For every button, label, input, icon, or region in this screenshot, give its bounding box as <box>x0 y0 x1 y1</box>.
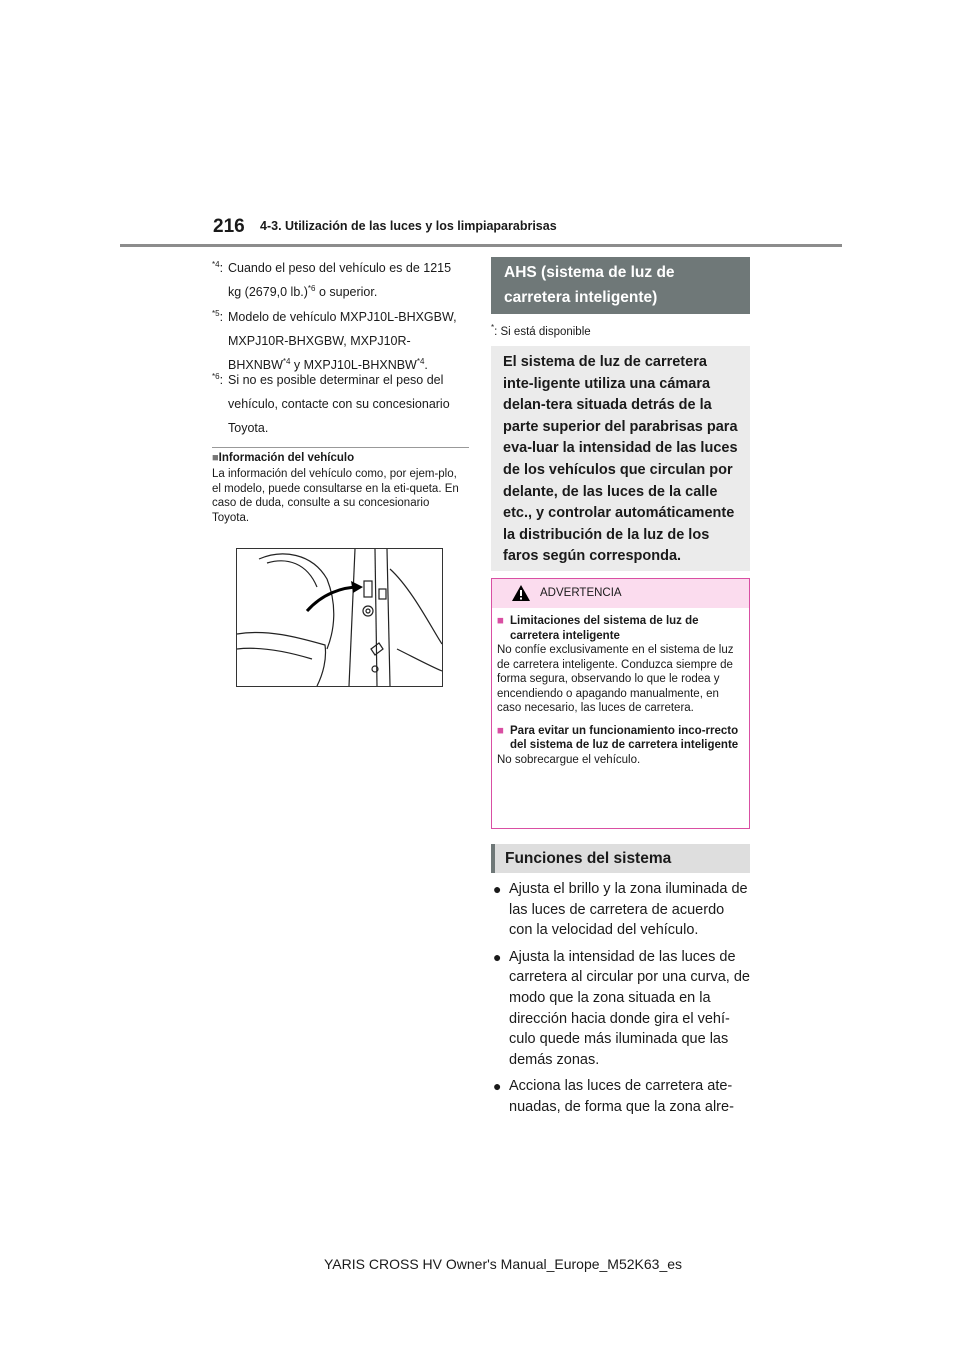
warning-label: ADVERTENCIA <box>540 587 622 599</box>
warning-icon <box>511 584 531 602</box>
warning-item-body: No sobrecargue el vehículo. <box>497 753 641 766</box>
vehicle-label-figure <box>236 548 443 687</box>
warning-box <box>491 578 750 829</box>
footnote-4: $^{*4}$: Cuando el peso del vehículo es de 1215 kg (2679,0 lb.)$^{*6}$ o superior. <box>212 259 452 299</box>
page-number: 216 <box>213 216 245 237</box>
ahs-section-title: AHS (sistema de luz de carretera inteligente) * <box>491 257 750 314</box>
footnote-6: $^{*6}$: Si no es posible determinar el peso del vehículo, contacte con su concesionario Toyota. <box>212 371 450 435</box>
functions-heading: Funciones del sistema <box>491 844 750 873</box>
warning-item-heading: ■ Para evitar un funcionamiento inco-rrecto del sistema de luz de carretera inteligente <box>497 724 739 751</box>
list-item: ● Ajusta el brillo y la zona iluminada de las luces de carretera de acuerdo con la velocidad del vehículo. <box>493 881 748 939</box>
list-item: ● Acciona las luces de carretera ate-nuadas, de forma que la zona alre- <box>493 1078 734 1115</box>
info-heading: ■Información del vehículo <box>212 452 355 464</box>
availability-note: *: Si está disponible <box>491 323 591 338</box>
footnote-5: $^{*5}$: Modelo de vehículo MXPJ10L-BHXGBW, MXPJ10R-BHXGBW, MXPJ10R- BHXNBW$^{*4}$ y MXPJ10L-BHXNBW$^{*4}$. <box>212 308 457 372</box>
functions-list <box>493 879 751 1124</box>
warning-item-heading: ■ Limitaciones del sistema de luz de carretera inteligente <box>497 615 699 642</box>
left-divider <box>212 447 469 448</box>
ahs-description: El sistema de luz de carretera inte-ligente utiliza una cámara delan-tera situada detrás de la parte superior del parabrisas para eva-luar la intensidad de las luces de los vehículos que circulan por delante, de las luces de la calle etc., y controlar automáticamente la distribución de la luz de los faros según corresponda. <box>491 346 750 571</box>
header-rule <box>120 244 842 247</box>
info-body: La información del vehículo como, por ejem-plo, el modelo, puede consultarse en la eti-queta. En caso de duda, consulte a su concesionario Toyota. <box>212 468 459 524</box>
warning-item-body: No confíe exclusivamente en el sistema de luz de carretera inteligente. Conduzca siempre de forma segura, observando lo que le rodea y encendiendo o apagando manualmente, en caso necesario, las luces de carretera. <box>497 644 734 714</box>
footer-manual-id: YARIS CROSS HV Owner's Manual_Europe_M52K63_es <box>324 1256 683 1272</box>
section-title: 4-3. Utilización de las luces y los limpiaparabrisas <box>260 219 557 233</box>
list-item: ● Ajusta la intensidad de las luces de carretera al circular por una curva, de modo que la zona situada en la dirección hacia donde gira el vehí-culo quede más iluminada que las demás zonas. <box>493 948 750 1068</box>
warning-header <box>492 579 749 608</box>
